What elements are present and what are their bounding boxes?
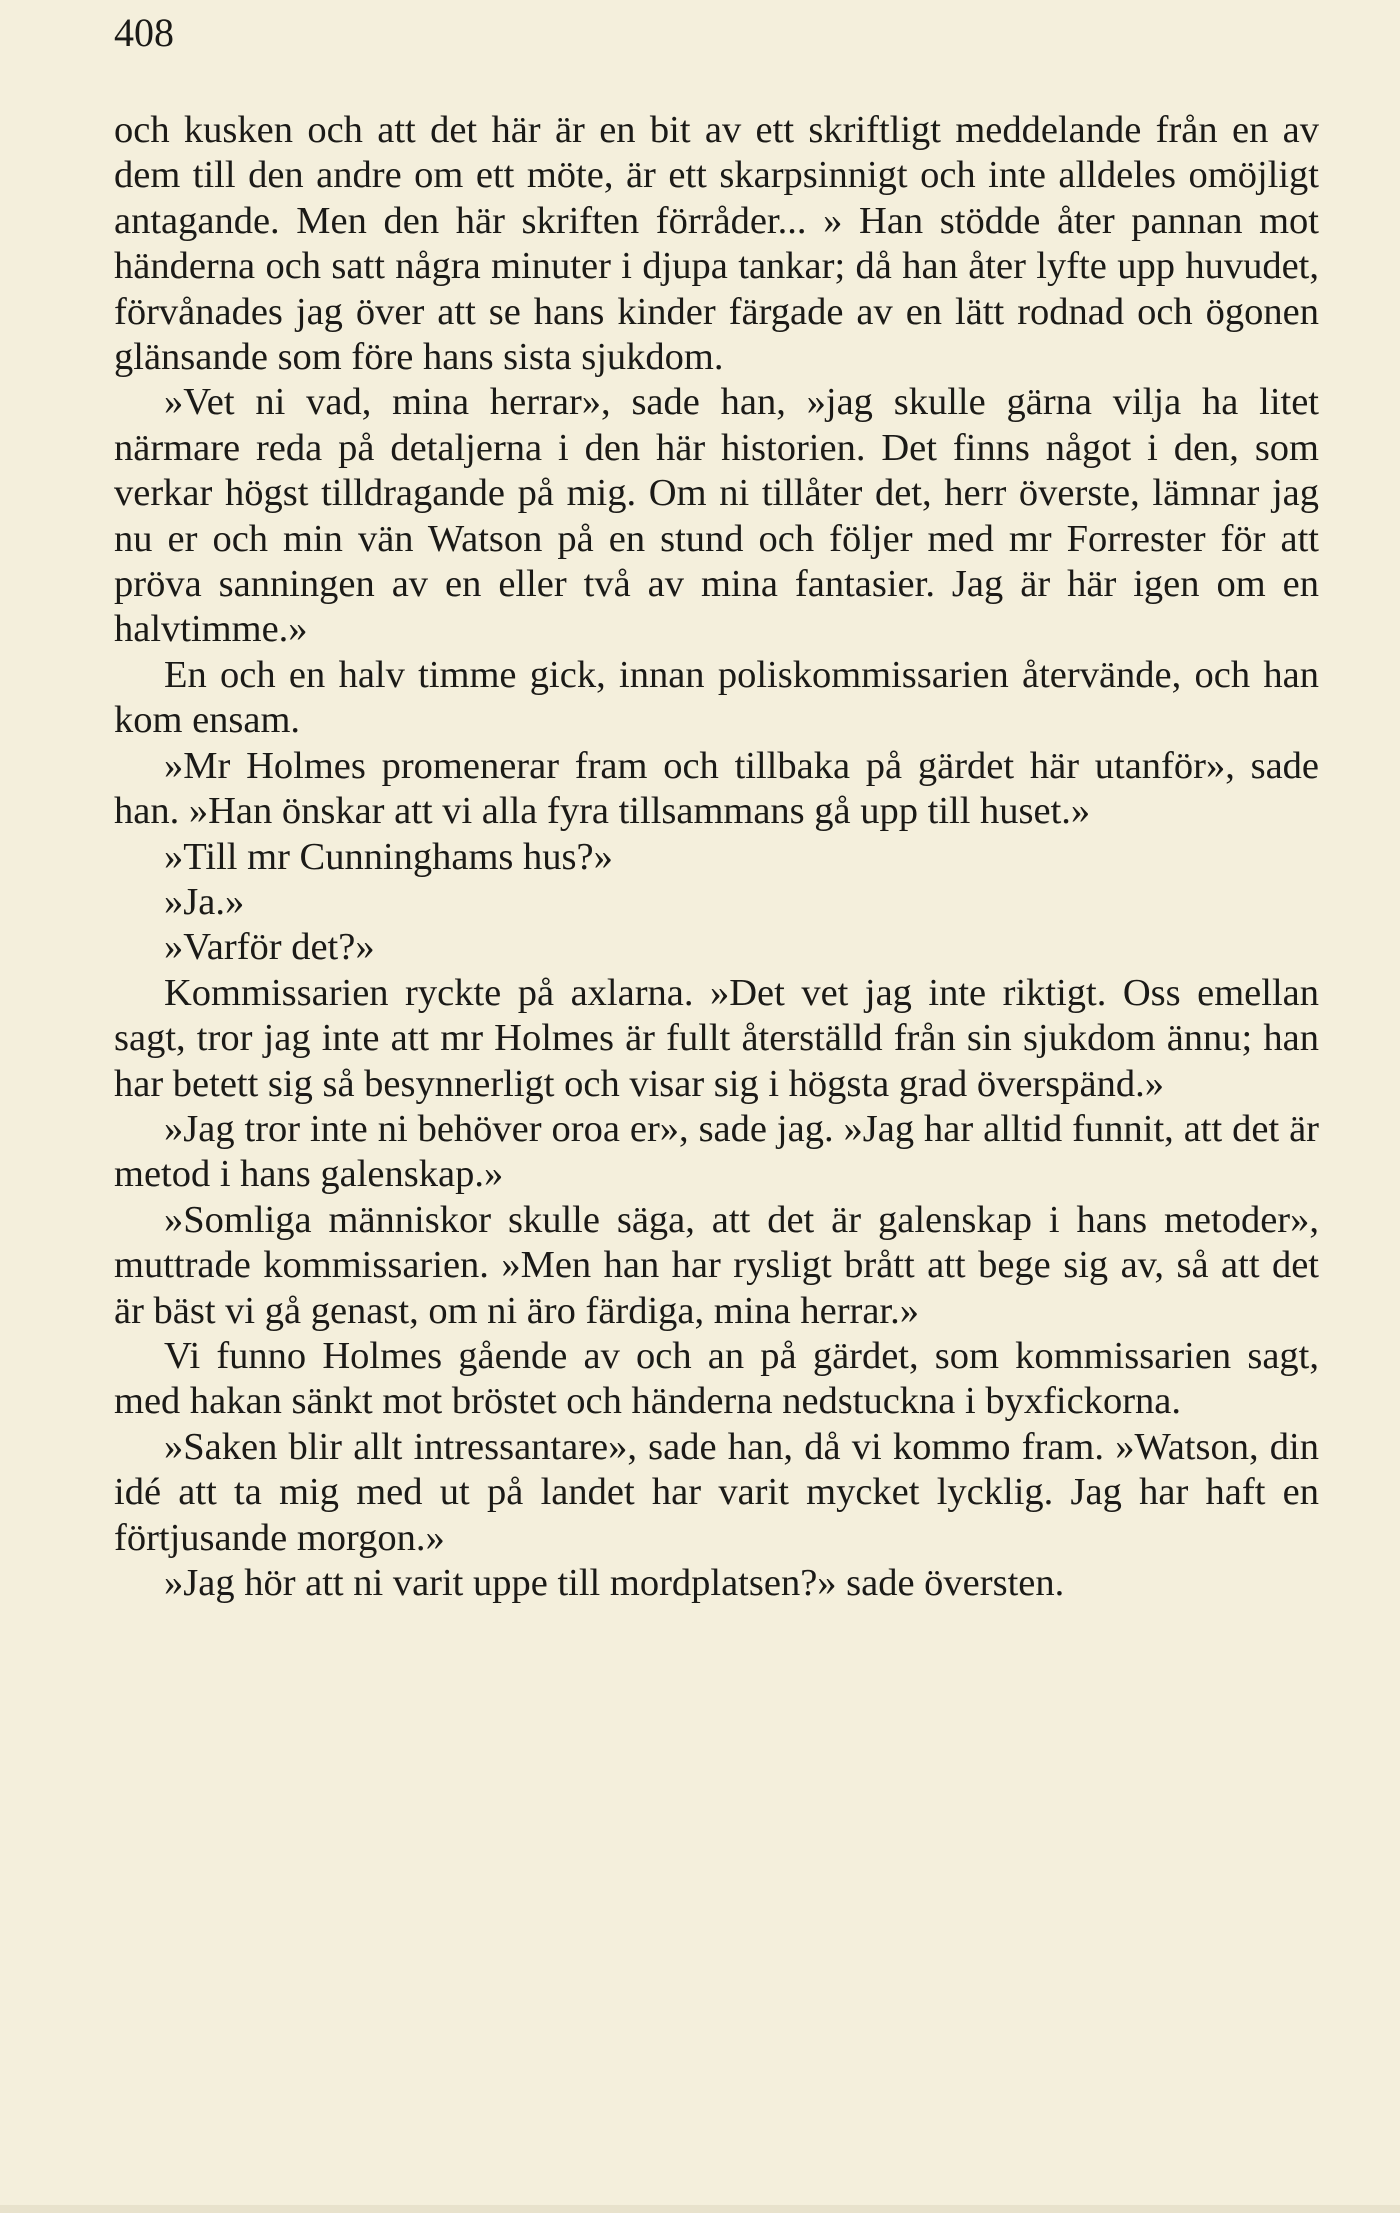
- paragraph: Kommissarien ryckte på axlarna. »Det vet jag inte riktigt. Oss emellan sagt, tror jag inte att mr Holmes är fullt återställd från sin sjukdom ännu; han har betett sig så besynnerligt och visar sig i högsta grad överspänd.»: [114, 971, 1319, 1105]
- paragraph: »Jag tror inte ni behöver oroa er», sade jag. »Jag har alltid funnit, att det är metod i hans galenskap.»: [114, 1107, 1319, 1196]
- paragraph: »Saken blir allt intressantare», sade han, då vi kommo fram. »Watson, din idé att ta mig med ut på landet har varit mycket lycklig. Jag har haft en förtjusande morgon.»: [114, 1425, 1319, 1559]
- paragraph: Vi funno Holmes gående av och an på gärdet, som kommissarien sagt, med hakan sänkt mot bröstet och händerna nedstuckna i byxfickorna.: [114, 1334, 1319, 1423]
- paragraph: och kusken och att det här är en bit av ett skriftligt meddelande från en av dem till den andre om ett möte, är ett skarpsinnigt och inte alldeles omöjligt antagande. Men den här skriften förråder... » Han stödde åter pannan mot händerna och satt några minuter i djupa tankar; då han åter lyfte upp huvudet, förvånades jag över att se hans kinder färgade av en lätt rodnad och ögonen glänsande som före hans sista sjukdom.: [114, 109, 1319, 379]
- page-bottom-edge: [0, 2205, 1400, 2213]
- paragraph: »Vet ni vad, mina herrar», sade han, »jag skulle gärna vilja ha litet närmare reda på detaljerna i den här historien. Det finns något i den, som verkar högst tilldragande på mig. Om ni tillåter det, herr överste, lämnar jag nu er och min vän Watson på en stund och följer med mr Forrester för att pröva sanningen av en eller två av mina fantasier. Jag är här igen om en halvtimme.»: [114, 381, 1319, 651]
- paragraph: »Mr Holmes promenerar fram och tillbaka på gärdet här utanför», sade han. »Han önskar att vi alla fyra tillsammans gå upp till huset.»: [114, 744, 1319, 833]
- paragraph: »Varför det?»: [164, 926, 375, 969]
- paragraph: »Jag hör att ni varit uppe till mordplatsen?» sade översten.: [164, 1562, 1065, 1604]
- page-number: 408: [114, 10, 174, 55]
- body-text: [114, 108, 1319, 1606]
- paragraph: »Somliga människor skulle säga, att det är galenskap i hans metoder», muttrade kommissarien. »Men han har rysligt brått att bege sig av, så att det är bäst vi gå genast, om ni äro färdiga, mina herrar.»: [114, 1198, 1319, 1332]
- paragraph: »Till mr Cunninghams hus?»: [164, 835, 613, 878]
- paragraph: »Ja.»: [164, 880, 245, 923]
- paragraph: En och en halv timme gick, innan poliskommissarien återvände, och han kom ensam.: [114, 653, 1319, 742]
